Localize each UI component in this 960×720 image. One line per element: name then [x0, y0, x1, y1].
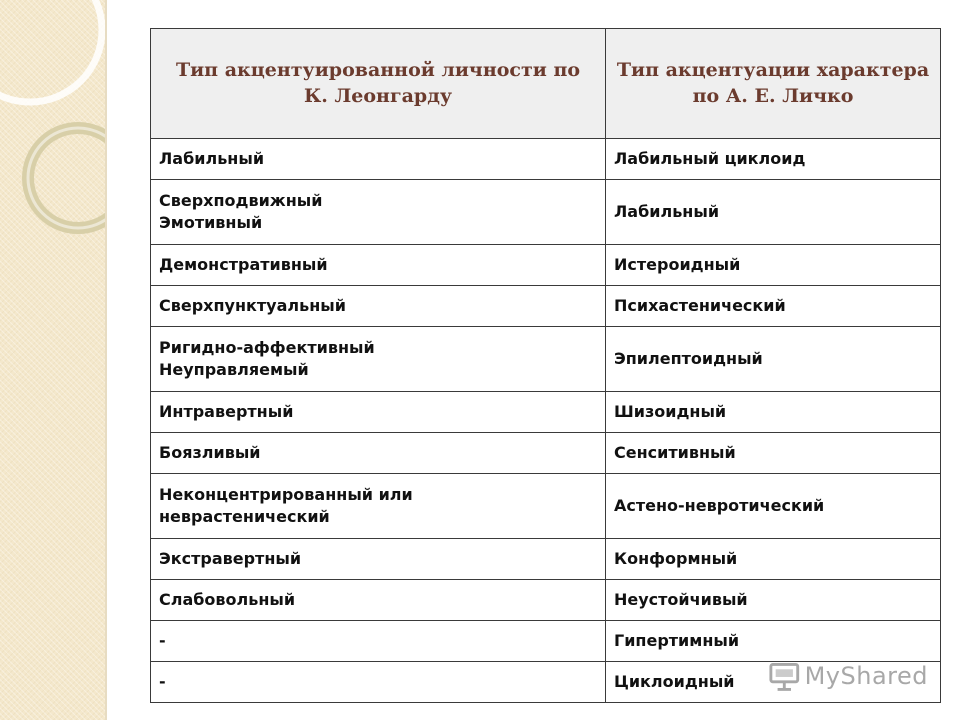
accentuation-table: [150, 28, 941, 703]
leonhard-type-cell: Демонстративный: [151, 245, 606, 286]
leonhard-type-cell: -: [151, 662, 606, 703]
table-row: [151, 139, 941, 180]
table-row: [151, 327, 941, 392]
leonhard-type-cell: Слабовольный: [151, 580, 606, 621]
lichko-type-cell: Неустойчивый: [606, 580, 941, 621]
accentuation-table-container: [150, 28, 940, 703]
leonhard-type-cell: Сверхподвижный Эмотивный: [151, 180, 606, 245]
myshared-watermark: [768, 656, 928, 696]
header-leonhard: Тип акцентуированной личности по К. Леонгарду: [151, 29, 606, 139]
leonhard-type-cell: Сверхпунктуальный: [151, 286, 606, 327]
lichko-type-cell: Циклоидный: [606, 662, 941, 703]
decorative-side-strip: [0, 0, 105, 720]
table-row: [151, 539, 941, 580]
leonhard-type-cell: Экстравертный: [151, 539, 606, 580]
leonhard-type-cell: -: [151, 621, 606, 662]
table-row: [151, 180, 941, 245]
table-header-row: [151, 29, 941, 139]
lichko-type-cell: Конформный: [606, 539, 941, 580]
lichko-type-cell: Гипертимный: [606, 621, 941, 662]
table-row: [151, 392, 941, 433]
lichko-type-cell: Лабильный: [606, 180, 941, 245]
deco-circle-ring: [28, 128, 105, 228]
lichko-type-cell: Истероидный: [606, 245, 941, 286]
leonhard-type-cell: Лабильный: [151, 139, 606, 180]
deco-circle-large: [0, 0, 102, 102]
lichko-type-cell: Психастенический: [606, 286, 941, 327]
table-row: [151, 286, 941, 327]
presentation-board-icon: [768, 659, 801, 693]
lichko-type-cell: Астено-невротический: [606, 474, 941, 539]
side-strip-edge: [105, 0, 107, 720]
table-row: [151, 580, 941, 621]
lichko-type-cell: Лабильный циклоид: [606, 139, 941, 180]
leonhard-type-cell: Неконцентрированный или неврастенический: [151, 474, 606, 539]
lichko-type-cell: Сенситивный: [606, 433, 941, 474]
table-row: [151, 433, 941, 474]
leonhard-type-cell: Боязливый: [151, 433, 606, 474]
decorative-circles: [0, 0, 105, 720]
leonhard-type-cell: Ригидно-аффективный Неуправляемый: [151, 327, 606, 392]
header-lichko: Тип акцентуации характера по А. Е. Личко: [606, 29, 941, 139]
watermark-text: MyShared: [804, 662, 928, 690]
table-row: [151, 474, 941, 539]
lichko-type-cell: Эпилептоидный: [606, 327, 941, 392]
leonhard-type-cell: Интравертный: [151, 392, 606, 433]
table-row: [151, 245, 941, 286]
lichko-type-cell: Шизоидный: [606, 392, 941, 433]
